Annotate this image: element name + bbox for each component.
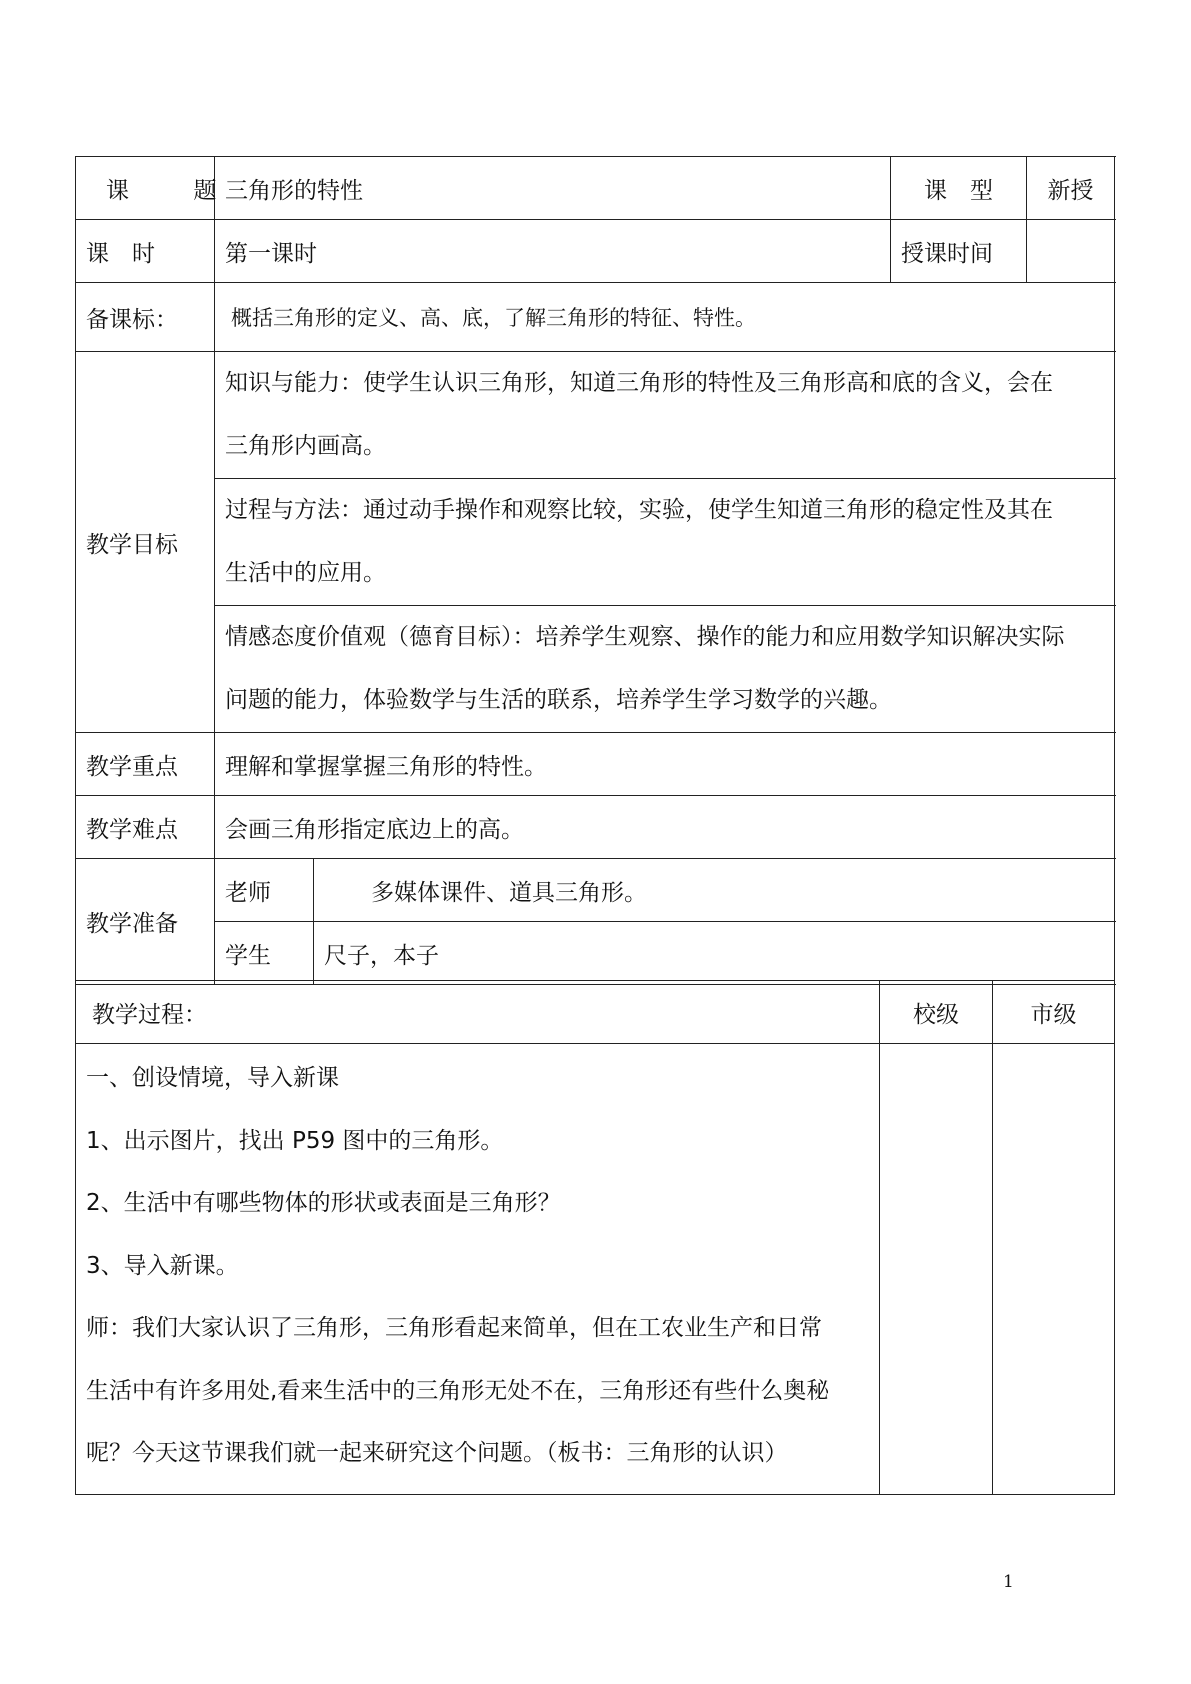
teaching-process-table [75, 980, 1115, 1495]
city-level-cell [993, 1044, 1115, 1495]
time-label: 授课时间 [891, 220, 1027, 283]
objective-process-line2: 生活中的应用。 [225, 560, 386, 586]
teacher-label: 老师 [215, 859, 314, 922]
page-number: 1 [1003, 1572, 1014, 1592]
process-content [76, 1044, 880, 1495]
standard-value: 概括三角形的定义、高、底，了解三角形的特征、特性。 [215, 283, 1115, 352]
time-value [1027, 220, 1115, 283]
process-line: 一、创设情境，导入新课 [86, 1065, 339, 1091]
lesson-info-table [75, 156, 1115, 985]
teacher-value: 多媒体课件、道具三角形。 [314, 859, 1115, 922]
difficulty-value: 会画三角形指定底边上的高。 [215, 796, 1115, 859]
city-level-header: 市级 [993, 981, 1115, 1044]
topic-value: 三角形的特性 [215, 157, 891, 220]
process-line: 生活中有许多用处,看来生活中的三角形无处不在，三角形还有些什么奥秘 [86, 1377, 830, 1404]
school-level-header: 校级 [880, 981, 993, 1044]
student-label: 学生 [215, 922, 314, 985]
type-label: 课 型 [891, 157, 1027, 220]
objectives-label: 教学目标 [76, 352, 215, 733]
process-line: 2、生活中有哪些物体的形状或表面是三角形？ [86, 1190, 561, 1216]
objective-emotion-line1: 情感态度价值观（德育目标）：培养学生观察、操作的能力和应用数学知识解决实际 [225, 624, 1065, 650]
process-line: 1、出示图片，找出 P59 图中的三角形。 [86, 1127, 504, 1154]
key-point-label: 教学重点 [76, 733, 215, 796]
objective-emotion-line2: 问题的能力，体验数学与生活的联系，培养学生学习数学的兴趣。 [225, 687, 892, 713]
objective-process [215, 479, 1115, 606]
process-line: 3、导入新课。 [86, 1252, 239, 1279]
objective-knowledge [215, 352, 1115, 479]
period-value: 第一课时 [215, 220, 891, 283]
process-line: 师：我们大家认识了三角形，三角形看起来简单，但在工农业生产和日常 [86, 1315, 822, 1341]
objective-knowledge-line2: 三角形内画高。 [225, 433, 386, 459]
process-label: 教学过程： [76, 981, 880, 1044]
type-value: 新授 [1027, 157, 1115, 220]
standard-label: 备课标： [76, 283, 215, 352]
process-line: 呢？今天这节课我们就一起来研究这个问题。（板书：三角形的认识） [86, 1440, 788, 1466]
preparation-label: 教学准备 [76, 859, 215, 985]
key-point-value: 理解和掌握掌握三角形的特性。 [215, 733, 1115, 796]
student-value: 尺子，本子 [314, 922, 1115, 985]
objective-process-line1: 过程与方法：通过动手操作和观察比较，实验，使学生知道三角形的稳定性及其在 [225, 497, 1053, 523]
difficulty-label: 教学难点 [76, 796, 215, 859]
objective-knowledge-line1: 知识与能力：使学生认识三角形，知道三角形的特性及三角形高和底的含义，会在 [225, 370, 1053, 396]
school-level-cell [880, 1044, 993, 1495]
period-label: 课 时 [76, 220, 215, 283]
topic-label: 课 题 [76, 157, 215, 220]
objective-emotion [215, 606, 1115, 733]
